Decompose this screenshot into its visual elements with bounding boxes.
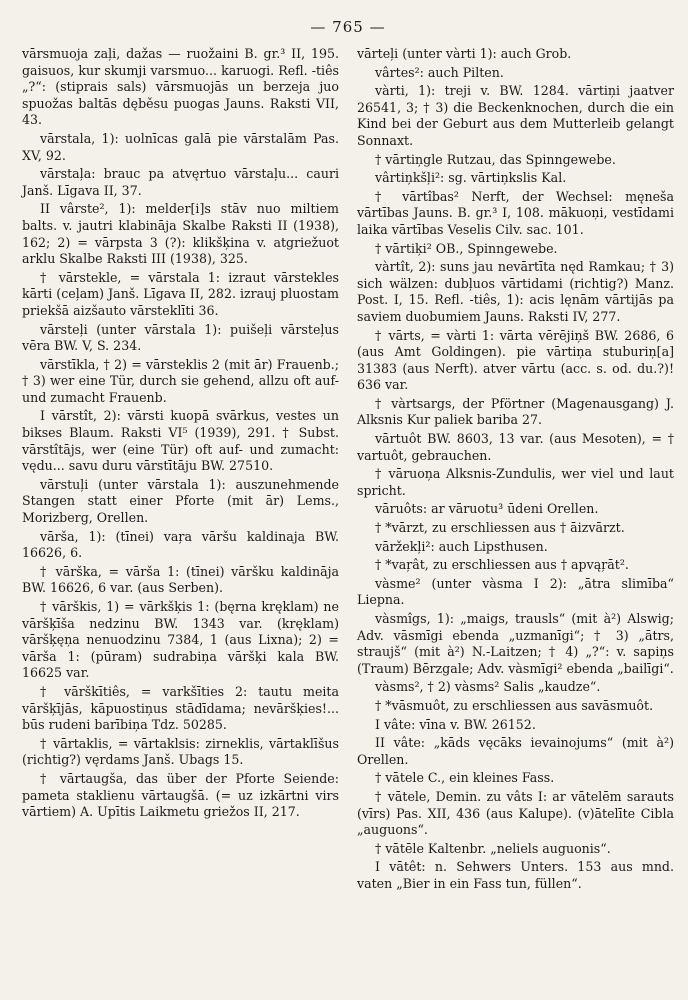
dictionary-entry: † *vārzt, zu erschliessen aus † āizvārzt. <box>375 520 625 536</box>
dictionary-entry: † *vāsmuôt, zu erschliessen aus savāsmuôt. <box>375 697 654 713</box>
dictionary-entry: vàsms², † 2) vàsms² Salis „kaudze“. <box>375 679 601 695</box>
dictionary-entry: vârtiņkšļi²: sg. vārtiņkslis Kal. <box>375 170 567 186</box>
dictionary-entry: † vārtaklis, = vārtaklsis: zirneklis, vārtaklīšus (richtig?) vęrdams Janš. Ubags 15. <box>22 735 339 768</box>
dictionary-entry: I vātêt: n. Sehwers Unters. 153 aus mnd. vaten „Bier in ein Fass tun, füllen“. <box>357 859 674 891</box>
dictionary-entry: vāruôts: ar vāruotu³ ūdeni Orellen. <box>375 501 599 517</box>
dictionary-entry: † vātele C., ein kleines Fass. <box>375 770 555 786</box>
dictionary-entry: † vāruoņa Alksnis-Zundulis, wer viel und laut spricht. <box>357 466 674 498</box>
dictionary-entry: † vārtiķi² OB., Spinngewebe. <box>375 240 558 256</box>
dictionary-entry: I vārstît, 2): vārsti kuopā svārkus, vestes un bikses Blaum. Raksti VI⁵ (1939), 291. † Subst. vārstîtājs, wer (eine Tür) oft auf- und zumacht: vędu... savu duru vārstītāju BW. 27510. <box>22 408 339 474</box>
dictionary-entry: vārstaļa: brauc pa atvęrtuo vārstaļu... cauri Janš. Līgava II, 37. <box>22 166 339 198</box>
dictionary-entry: † vātēle Kaltenbr. „neliels auguonis“. <box>375 840 611 856</box>
dictionary-entry: vàsmîgs, 1): „maigs, trausls“ (mit à²) Alswig; Adv. vāsmīgi ebenda „uzmanīgi“; † 3) „ātrs, straujš“ (mit à²) N.-Laitzen; † 4) „?“: v. sapiņs (Traum) Bērzgale; Adv. vàsmīgi² ebenda „bailīgi“. <box>357 611 674 676</box>
dictionary-entry: † vārtaugša, das über der Pforte Seiende: pameta staklienu vārtaugšā. (= uz izkārtni virs vārtiem) A. Upītis Laikmetu griežos II, 217. <box>22 770 339 820</box>
left-column <box>22 46 339 895</box>
dictionary-entry: vàrtît, 2): suns jau nevārtīta nęd Ramkau; † 3) sich wälzen: dubļuos vārtidami (richtig?) Manz. Post. I, 15. Refl. -tiês, 1): acis lęnām vārtijās pa saviem duobumiem Jauns. Raksti IV, 277. <box>357 259 674 324</box>
dictionary-entry: † vārts, = vàrti 1: vārta vērējiņš BW. 2686, 6 (aus Amt Goldingen). pie vārtiņa stuburiņ[a] 31383 (aus Nerft). atver vārtu (acc. s. od. du.?)! 636 var. <box>357 327 674 393</box>
dictionary-entry: vārstala, 1): uolnīcas galā pie vārstalām Pas. XV, 92. <box>22 130 339 163</box>
dictionary-entry: † vārtîbas² Nerft, der Wechsel: męneša vārtības Jauns. B. gr.³ I, 108. mākuoņi, vestīdami laika vārtības Veselis Cilv. sac. 101. <box>357 188 674 237</box>
dictionary-entry: vārtuôt BW. 8603, 13 var. (aus Mesoten), = † vartuôt, gebrauchen. <box>357 431 674 463</box>
dictionary-entry: vārstīkla, † 2) = vārsteklis 2 (mit ār) Frauenb.; † 3) wer eine Tür, durch sie gehend, allzu oft auf- und zumacht Frauenb. <box>22 356 339 405</box>
dictionary-entry: vārstuļi (unter vārstala 1): auszunehmende Stangen statt einer Pforte (mit ār) Lems., Morizberg, Orellen. <box>22 476 339 526</box>
right-column <box>357 46 674 895</box>
dictionary-entry: † vātele, Demin. zu vâts I: ar vātelēm sarauts (vīrs) Pas. XII, 436 (aus Kalupe). (v)ātelīte Cibla „auguons“. <box>357 788 674 838</box>
dictionary-entry: † vārtiņgle Rutzau, das Spinngewebe. <box>375 151 616 167</box>
dictionary-entry: vārsteļi (unter vārstala 1): puišeļi vārsteļus vēra BW. V, S. 234. <box>22 321 339 354</box>
dictionary-entry: † vārstekle, = vārstala 1: izraut vārstekles kārti (ceļam) Janš. Līgava II, 282. izrauj pluostam priekšā aizšauto vārsteklīti 36. <box>22 269 339 318</box>
dictionary-entry: vārša, 1): (tīnei) vaŗa vāršu kaldinaja BW. 16626, 6. <box>22 528 339 561</box>
dictionary-entry: I vâte: vīna v. BW. 26152. <box>375 716 536 732</box>
dictionary-entry: † vārškis, 1) = vārkšķis 1: (bęrna kręklam) ne vāršķīša nedzinu BW. 1343 var. (kręklam) vāršķęņa nenuodzinu 7384, 1 (aus Lixna); 2) = vārša 1: (pūram) sudrabiņa vāršķi kala BW. 16625 var. <box>22 599 339 681</box>
dictionary-entry: † vàrtsargs, der Pförtner (Magenausgang) J. Alksnis Kur paliek bariba 27. <box>357 395 674 428</box>
dictionary-entry: vârtes²: auch Pilten. <box>375 64 504 80</box>
dictionary-entry: † *vaŗât, zu erschliessen aus † apvąŗāt². <box>375 557 629 573</box>
text-columns <box>22 46 674 895</box>
dictionary-entry: † vārška, = vārša 1: (tīnei) vāršku kaldināja BW. 16626, 6 var. (aus Serben). <box>22 563 339 596</box>
dictionary-entry: vàrti, 1): treji v. BW. 1284. vārtiņi jaatver 26541, 3; † 3) die Beckenknochen, durch die ein Kind bei der Geburt aus dem Mutterleib gelangt Sonnaxt. <box>357 83 674 148</box>
dictionary-entry: vārsmuoja zaļi, dažas — ruožaini B. gr.³ II, 195. gaisuos, kur skumji varsmuo... karuogi. Refl. -tiês „?“: (stiprais sals) vārsmuojās un berzeja juo spuožas baltās dęběsu puogas Jauns. Raksti VII, 43. <box>22 46 339 128</box>
dictionary-entry: vārteļi (unter vàrti 1): auch Grob. <box>357 46 572 61</box>
page-number: — 765 — <box>310 18 386 36</box>
dictionary-entry: II vâte: „kāds vęcāks ievainojums“ (mit à²) Orellen. <box>357 735 674 767</box>
dictionary-entry: vàsme² (unter vàsma I 2): „ātra slimība“ Liepna. <box>357 575 674 608</box>
dictionary-entry: II vârste², 1): melder[i]s stāv nuo miltiem balts. v. jautri klabināja Skalbe Raksti II (1938), 162; 2) = vārpsta 3 (?): klikšķina v. atgriežuot arklu Skalbe Raksti III (1938), 325. <box>22 201 339 267</box>
dictionary-entry: vāržekļi²: auch Lipsthusen. <box>375 538 548 554</box>
dictionary-entry: † vārškītiês, = varkšīties 2: tautu meita vāršķījās, kāpuostiņus stādīdama; nevāršķies!... būs rudeni barībiņa Tdz. 50285. <box>22 683 339 733</box>
